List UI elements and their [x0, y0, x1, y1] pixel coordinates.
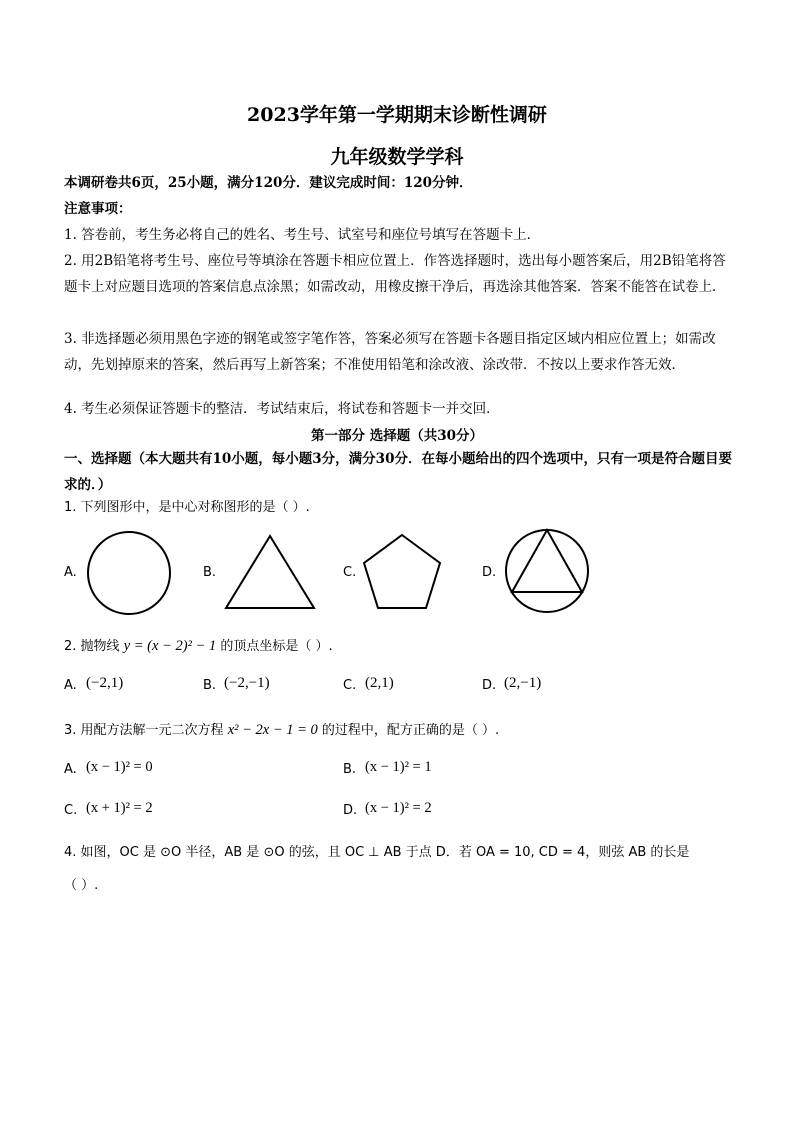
q1-option-b-label: B.	[203, 565, 217, 580]
notice-item: 4. 考生必须保证答题卡的整洁．考试结束后，将试卷和答题卡一并交回．	[64, 401, 500, 417]
question-1-stem: 1. 下列图形中，是中心对称图形的是（ ）.	[64, 500, 310, 515]
triangle-in-circle-icon	[502, 526, 592, 616]
q2-option-b-value: (−2,−1)	[224, 675, 270, 691]
triangle-icon	[222, 532, 318, 612]
circle-icon	[84, 529, 174, 619]
notice-item: 2. 用2B铅笔将考生号、座位号等填涂在答题卡相应位置上．作答选择题时，选出每小题答案后，用2B铅笔将答题卡上对应题目选项的答案信息点涂黑；如需改动，用橡皮擦干净后，再选涂其他答案．答案不能答在试卷上．	[64, 253, 726, 295]
q3-prefix: 3. 用配方法解一元二次方程	[64, 723, 224, 738]
notice-item: 1. 答卷前，考生务必将自己的姓名、考生号、试室号和座位号填写在答题卡上．	[64, 227, 541, 243]
question-4-stem: 4. 如图，OC 是 ⊙O 半径，AB 是 ⊙O 的弦，且 OC ⊥ AB 于点 D．若 OA = 10, CD = 4，则弦 AB 的长是	[64, 845, 690, 860]
q2-option-d-label: D.	[482, 678, 497, 693]
notice-item: 3. 非选择题必须用黑色字迹的钢笔或签字笔作答，答案必须写在答题卡各题目指定区域内相应位置上；如需改动，先划掉原来的答案，然后再写上新答案；不准使用铅笔和涂改液、涂改带．不按以上要求作答无效．	[64, 331, 716, 373]
question-3-stem	[64, 720, 499, 741]
question-2-stem	[64, 636, 333, 657]
q2-option-a-label: A.	[64, 678, 77, 693]
q3-option-b-value: (x − 1)² = 1	[365, 759, 432, 775]
q2-option-c-value: (2,1)	[365, 675, 394, 691]
q2-option-a-value: (−2,1)	[86, 675, 124, 691]
q3-option-a-label: A.	[64, 762, 77, 777]
q3-option-a-value: (x − 1)² = 0	[86, 759, 153, 775]
section-heading: 一、选择题（本大题共有10小题，每小题3分，满分30分．在每小题给出的四个选项中，只有一项是符合题目要求的．）	[64, 451, 732, 493]
question-4-blank: （ ）.	[64, 878, 99, 893]
q3-option-c-label: C.	[64, 803, 78, 818]
q1-option-a-label: A.	[64, 565, 77, 580]
q3-option-c-value: (x + 1)² = 2	[86, 800, 153, 816]
q2-option-d-value: (2,−1)	[504, 675, 542, 691]
part-heading: 第一部分 选择题（共30分）	[311, 428, 483, 444]
q3-option-b-label: B.	[343, 762, 357, 777]
q2-suffix: 的顶点坐标是（ ）.	[220, 639, 333, 654]
q3-suffix: 的过程中，配方正确的是（ ）.	[321, 723, 500, 738]
q3-option-d-value: (x − 1)² = 2	[365, 800, 432, 816]
page-subtitle: 九年级数学学科	[330, 146, 464, 168]
page-title: 2023学年第一学期期末诊断性调研	[247, 104, 547, 126]
q1-option-c-label: C.	[343, 565, 357, 580]
q3-option-d-label: D.	[343, 803, 358, 818]
pentagon-icon	[360, 532, 444, 612]
q3-equation: x² − 2x − 1 = 0	[227, 722, 318, 738]
q2-option-b-label: B.	[203, 678, 217, 693]
q2-prefix: 2. 抛物线	[64, 639, 120, 654]
q2-equation: y = (x − 2)² − 1	[123, 638, 217, 654]
q2-option-c-label: C.	[343, 678, 357, 693]
intro-text: 本调研卷共6页，25小题，满分120分．建议完成时间：120分钟．	[64, 175, 473, 191]
notice-heading: 注意事项：	[64, 201, 132, 217]
q1-option-d-label: D.	[482, 565, 497, 580]
